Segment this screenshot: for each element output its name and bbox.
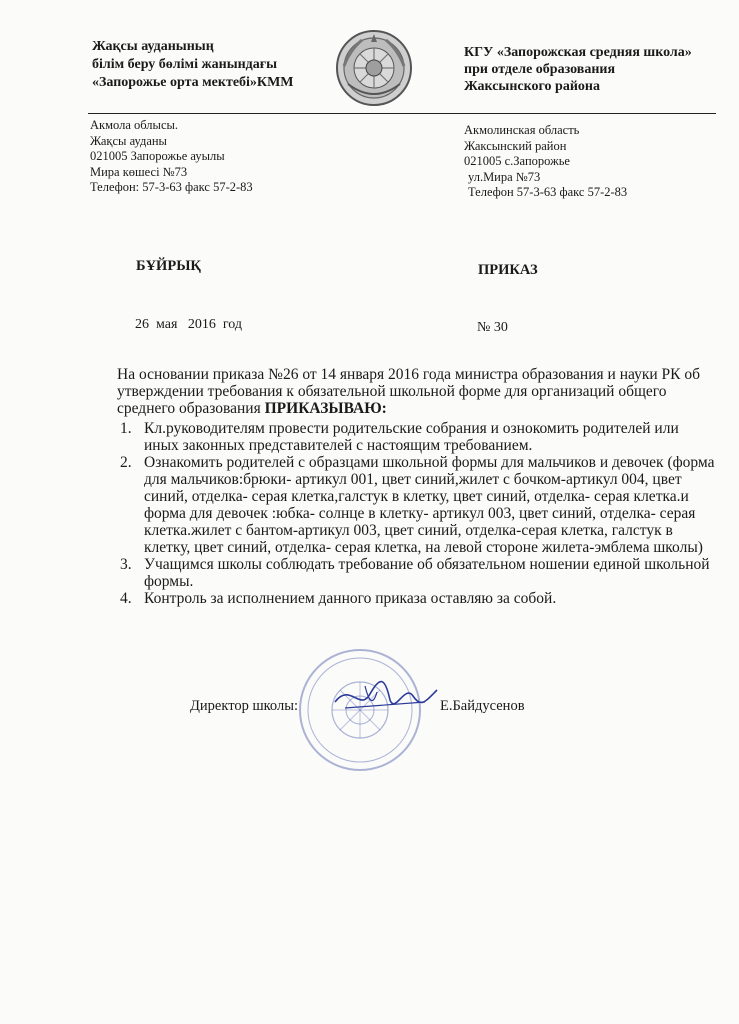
address-line: Телефон: 57-3-63 факс 57-2-83 <box>90 180 253 194</box>
list-item <box>117 556 717 590</box>
address-line: ул.Мира №73 <box>468 169 541 184</box>
signatory-name: Е.Байдусенов <box>440 698 525 714</box>
title-kazakh: БҰЙРЫҚ <box>136 258 201 274</box>
title-russian: ПРИКАЗ <box>478 262 538 278</box>
address-line: Мира көшесі №73 <box>90 164 188 179</box>
order-number: № 30 <box>477 320 508 335</box>
item-text: Ознакомить родителей с образцами школьной формы для мальчиков и девочек (форма для мальчиков:брюки- артикул 001, цвет синий,жилет с бочком-артикул 004, цвет синий, отделка- серая клетка,галстук в клетку, цвет синий, отделка- серая клетка.и форма для девочек :юбка- солнце в клетку- артикул 003, цвет синий, отделка- серая клетка.жилет с бантом-артикул 003, цвет синий, отделка-серая клетка, галстук в клетку, цвет синий, отделка- серая клетка, на левой стороне жилета-эмблема школы) <box>144 454 715 556</box>
address-line: Жақсы ауданы <box>90 133 167 148</box>
item-number: 1. <box>120 420 132 437</box>
header-right-line: КГУ «Запорожская средняя школа» <box>464 45 692 60</box>
header-right-org <box>464 44 692 95</box>
address-line: 021005 Запорожье ауылы <box>90 149 225 163</box>
order-items <box>117 420 717 607</box>
address-left <box>90 118 253 196</box>
list-item <box>117 590 717 607</box>
kazakhstan-coat-of-arms-icon <box>334 28 414 108</box>
order-date: 26 мая 2016 год <box>135 317 243 332</box>
address-line: Акмолинская область <box>464 123 580 137</box>
address-line: Телефон 57-3-63 факс 57-2-83 <box>468 185 628 199</box>
item-number: 2. <box>120 454 132 471</box>
header-right-line: Жаксынского района <box>464 79 600 94</box>
list-item <box>117 454 717 556</box>
intro-emphasis: ПРИКАЗЫВАЮ: <box>264 400 387 417</box>
header-left-line: білім беру бөлімі жанындағы <box>92 57 278 72</box>
header-divider <box>88 113 716 114</box>
item-text: Контроль за исполнением данного приказа оставляю за собой. <box>144 590 557 607</box>
item-text: Кл.руководителям провести родительские собрания и ознокомить родителей или иных законных представителей с настоящим требованием. <box>144 420 679 454</box>
signature-label: Директор школы: <box>190 698 298 714</box>
header-left-org <box>92 38 294 92</box>
address-line: Акмола облысы. <box>90 118 179 132</box>
address-right <box>464 123 627 201</box>
handwritten-signature-icon <box>325 672 445 722</box>
header-left-line: Жақсы ауданының <box>92 39 214 54</box>
item-text: Учащимся школы соблюдать требование об обязательном ношении единой школьной формы. <box>144 556 710 590</box>
item-number: 3. <box>120 556 132 573</box>
list-item <box>117 420 717 454</box>
intro-text: На основании приказа №26 от 14 января 2016 года министра образования и науки РК об утверждении требования к обязательной школьной форме для организаций общего среднего образования <box>117 366 701 417</box>
intro-paragraph <box>117 366 717 417</box>
header-right-line: при отделе образования <box>464 62 616 77</box>
header-left-line: «Запорожье орта мектебі»КММ <box>92 75 294 90</box>
address-line: 021005 с.Запорожье <box>464 154 570 168</box>
address-line: Жаксынский район <box>464 138 567 153</box>
item-number: 4. <box>120 590 132 607</box>
